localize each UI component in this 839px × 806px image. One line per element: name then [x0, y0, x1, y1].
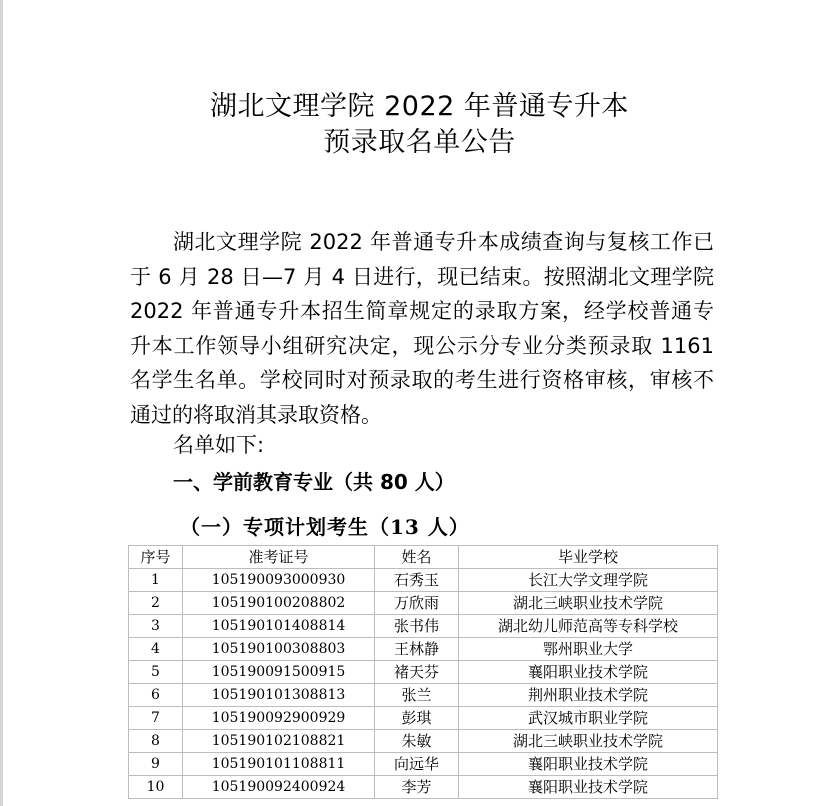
cell-exam-number: 105190101408814	[183, 615, 375, 638]
cell-index: 4	[129, 638, 183, 661]
cell-index: 1	[129, 569, 183, 592]
cell-exam-number: 105190100308803	[183, 638, 375, 661]
header-index: 序号	[129, 546, 183, 569]
cell-school: 襄阳职业技术学院	[459, 661, 718, 684]
header-name: 姓名	[375, 546, 459, 569]
cell-exam-number: 105190100208802	[183, 592, 375, 615]
table-row	[129, 661, 718, 684]
header-exam-number: 准考证号	[183, 546, 375, 569]
document-title-line2: 预录取名单公告	[323, 127, 516, 158]
cell-exam-number: 105190102108821	[183, 730, 375, 753]
cell-school: 荆州职业技术学院	[459, 684, 718, 707]
table-row	[129, 684, 718, 707]
cell-school: 武汉城市职业学院	[459, 707, 718, 730]
table-row	[129, 569, 718, 592]
header-school: 毕业学校	[459, 546, 718, 569]
cell-name: 李芳	[375, 776, 459, 799]
cell-name: 石秀玉	[375, 569, 459, 592]
cell-name: 向远华	[375, 753, 459, 776]
cell-name: 褚天芬	[375, 661, 459, 684]
cell-name: 朱敏	[375, 730, 459, 753]
table-row	[129, 753, 718, 776]
list-intro: 名单如下:	[173, 433, 265, 457]
cell-exam-number: 105190091500915	[183, 661, 375, 684]
cell-exam-number: 105190101108811	[183, 753, 375, 776]
cell-index: 9	[129, 753, 183, 776]
cell-index: 6	[129, 684, 183, 707]
cell-index: 10	[129, 776, 183, 799]
cell-exam-number: 105190092900929	[183, 707, 375, 730]
cell-name: 王林静	[375, 638, 459, 661]
cell-school: 湖北三峡职业技术学院	[459, 730, 718, 753]
cell-name: 张书伟	[375, 615, 459, 638]
admission-table	[128, 545, 718, 799]
table-row	[129, 592, 718, 615]
intro-paragraph: 湖北文理学院 2022 年普通专升本成绩查询与复核工作已于 6 月 28 日—7 月 4 日进行，现已结束。按照湖北文理学院 2022 年普通专升本招生简章规定的录取方案，经学校普通专升本工作领导小组研究决定，现公示分专业分类预录取 1161 名学生名单。学校同时对预录取的考生进行资格审核，审核不通过的将取消其录取资格。	[130, 230, 714, 427]
cell-exam-number: 105190101308813	[183, 684, 375, 707]
table-row	[129, 730, 718, 753]
cell-school: 襄阳职业技术学院	[459, 776, 718, 799]
cell-school: 湖北幼儿师范高等专科学校	[459, 615, 718, 638]
cell-index: 7	[129, 707, 183, 730]
table-row	[129, 615, 718, 638]
section-heading: 一、学前教育专业（共 80 人）	[173, 470, 455, 494]
table-row	[129, 776, 718, 799]
table-row	[129, 638, 718, 661]
subsection-heading: （一）专项计划考生（13 人）	[180, 515, 470, 539]
cell-index: 2	[129, 592, 183, 615]
table-header-row	[129, 546, 718, 569]
cell-name: 彭琪	[375, 707, 459, 730]
cell-index: 3	[129, 615, 183, 638]
cell-school: 鄂州职业大学	[459, 638, 718, 661]
cell-school: 长江大学文理学院	[459, 569, 718, 592]
cell-exam-number: 105190093000930	[183, 569, 375, 592]
cell-name: 万欣雨	[375, 592, 459, 615]
cell-school: 襄阳职业技术学院	[459, 753, 718, 776]
cell-school: 湖北三峡职业技术学院	[459, 592, 718, 615]
cell-name: 张兰	[375, 684, 459, 707]
cell-exam-number: 105190092400924	[183, 776, 375, 799]
cell-index: 8	[129, 730, 183, 753]
cell-index: 5	[129, 661, 183, 684]
table-row	[129, 707, 718, 730]
document-title-line1: 湖北文理学院 2022 年普通专升本	[210, 91, 629, 122]
